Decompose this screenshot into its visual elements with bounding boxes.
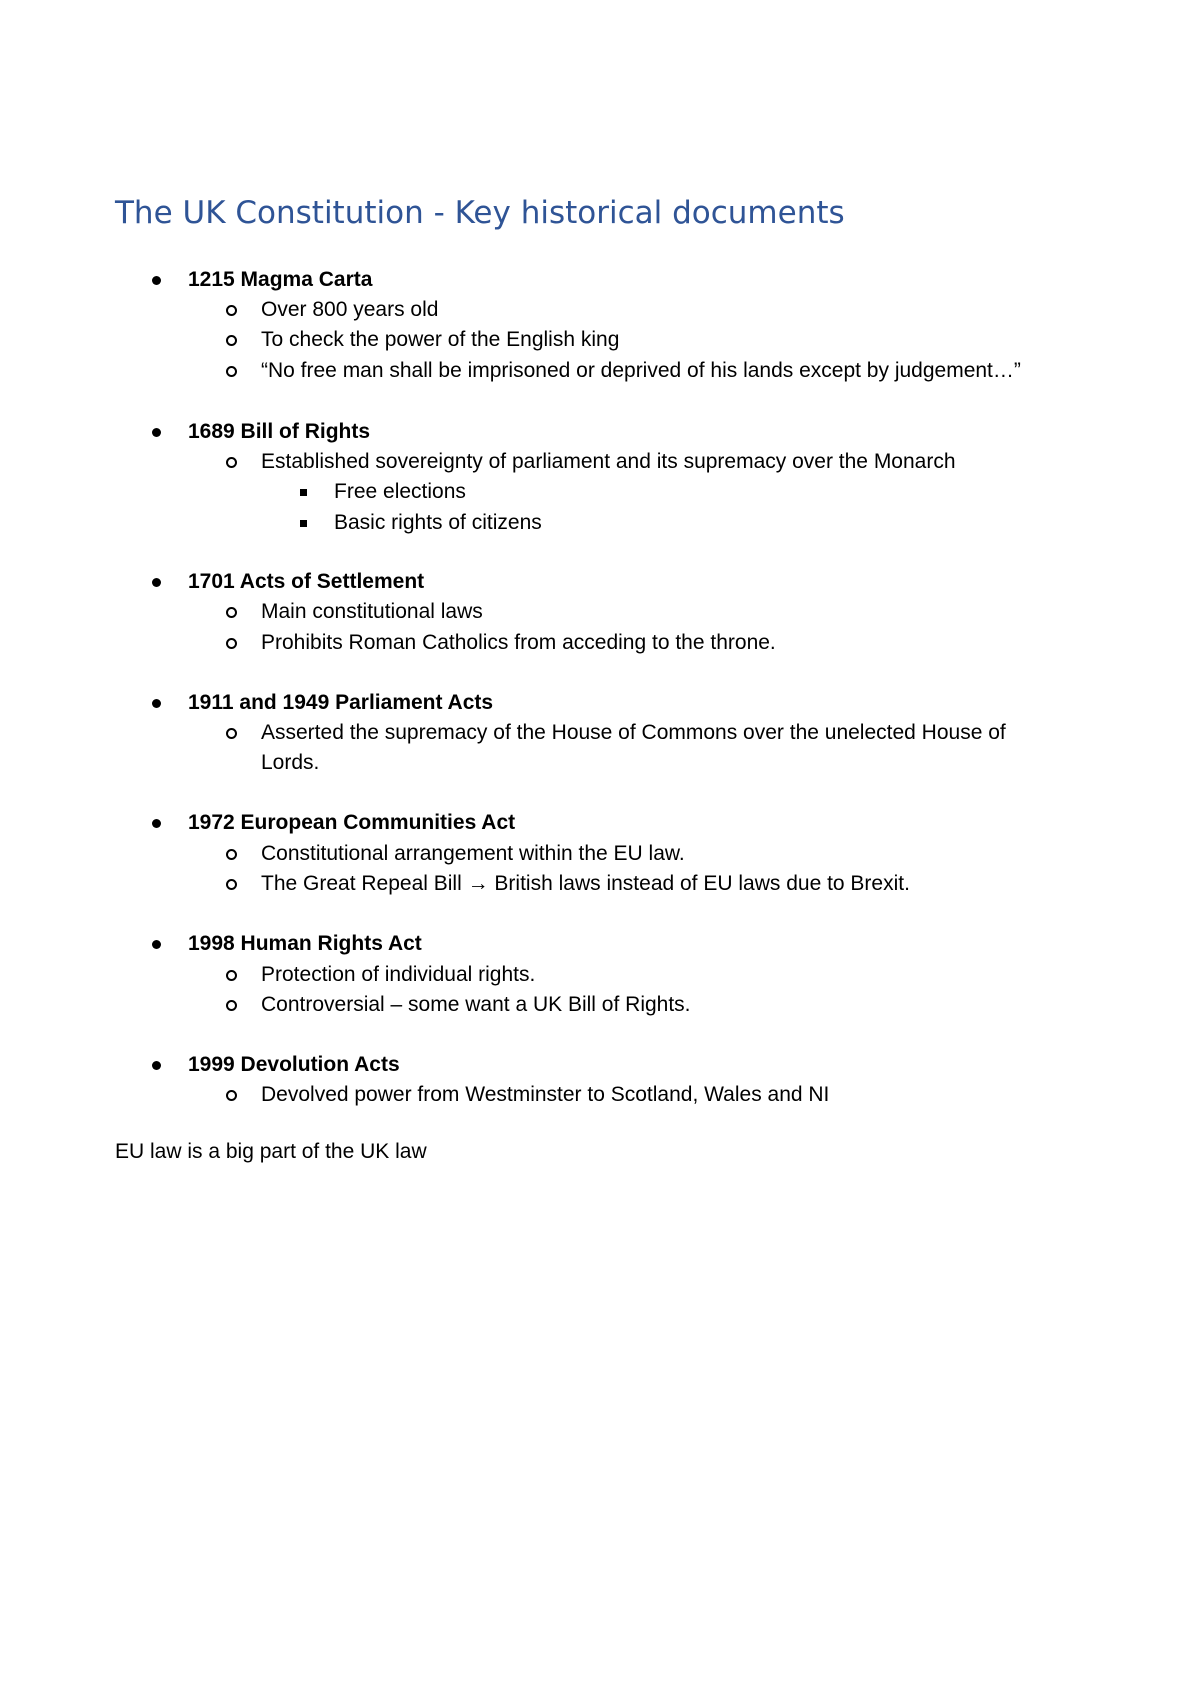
bullet-square [300,520,307,527]
section-heading: 1701 Acts of Settlement [188,570,425,593]
bullet-circle [226,1000,237,1011]
sub-list-item: Free elections [334,480,466,503]
list-item: Main constitutional laws [261,600,483,623]
bullet-circle [226,970,237,981]
closing-note: EU law is a big part of the UK law [115,1140,427,1163]
section-heading: 1972 European Communities Act [188,811,516,834]
section-heading: 1689 Bill of Rights [188,420,371,443]
bullet-circle [226,728,237,739]
bullet-dot [152,699,161,708]
bullet-dot [152,276,161,285]
list-item: Established sovereignty of parliament and its supremacy over the Monarch [261,450,956,473]
section-heading: 1215 Magma Carta [188,268,373,291]
list-item: Protection of individual rights. [261,963,536,986]
bullet-dot [152,578,161,587]
section-heading: 1911 and 1949 Parliament Acts [188,691,494,714]
bullet-dot [152,940,161,949]
bullet-circle [226,1090,237,1101]
bullet-circle [226,305,237,316]
bullet-circle [226,638,237,649]
list-item: Devolved power from Westminster to Scotland, Wales and NI [261,1083,830,1106]
bullet-dot [152,1061,161,1070]
bullet-dot [152,428,161,437]
bullet-circle [226,607,237,618]
sub-list-item: Basic rights of citizens [334,511,542,534]
bullet-square [300,489,307,496]
section-heading: 1999 Devolution Acts [188,1053,400,1076]
section-heading: 1998 Human Rights Act [188,932,422,955]
bullet-circle [226,879,237,890]
document-title: The UK Constitution - Key historical documents [115,195,845,231]
bullet-circle [226,849,237,860]
bullet-circle [226,366,237,377]
bullet-circle [226,335,237,346]
list-item: Over 800 years old [261,298,439,321]
list-item: Controversial – some want a UK Bill of Rights. [261,993,691,1016]
list-item: Prohibits Roman Catholics from acceding to the throne. [261,631,776,654]
bullet-circle [226,457,237,468]
list-item: The Great Repeal Bill → British laws instead of EU laws due to Brexit. [261,872,910,895]
list-item: To check the power of the English king [261,328,620,351]
list-item: Constitutional arrangement within the EU law. [261,842,685,865]
bullet-dot [152,819,161,828]
list-item: “No free man shall be imprisoned or deprived of his lands except by judgement…” [261,359,1021,382]
list-item-continuation: Lords. [261,751,320,774]
list-item: Asserted the supremacy of the House of Commons over the unelected House of [261,721,1006,744]
